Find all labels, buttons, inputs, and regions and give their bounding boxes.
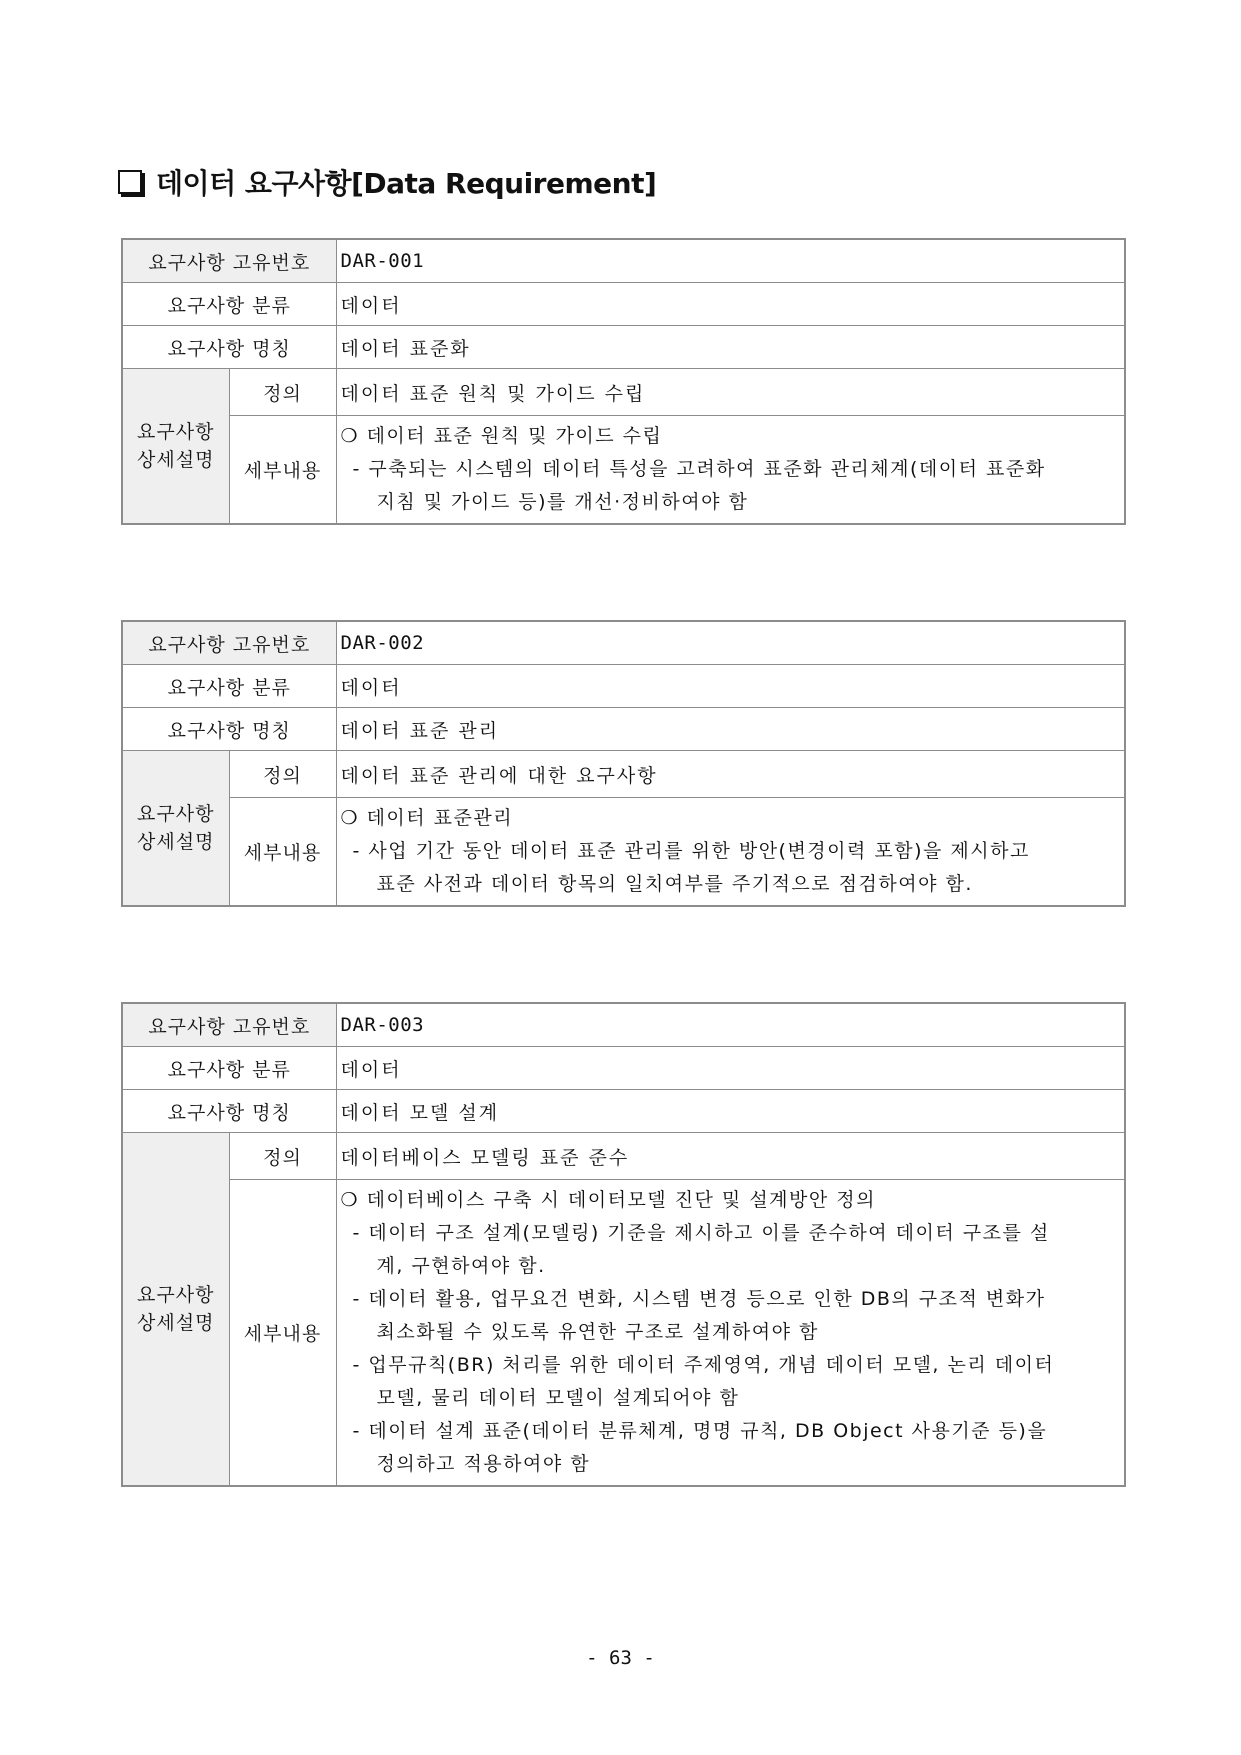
detail-line: 최소화될 수 있도록 유연한 구조로 설계하여야 함 bbox=[376, 1321, 819, 1343]
requirement-id: DAR-002 bbox=[336, 621, 1125, 665]
detail-line: - 사업 기간 동안 데이터 표준 관리를 위한 방안(변경이력 포함)을 제시하고 bbox=[352, 840, 1030, 862]
label-category: 요구사항 분류 bbox=[122, 1047, 336, 1090]
detail-line: - 구축되는 시스템의 데이터 특성을 고려하여 표준화 관리체계(데이터 표준화 bbox=[352, 458, 1046, 480]
checkbox-square-icon bbox=[118, 170, 142, 194]
section-heading bbox=[118, 160, 656, 204]
requirement-definition: 데이터베이스 모델링 표준 준수 bbox=[336, 1133, 1125, 1180]
requirement-detail bbox=[336, 1180, 1125, 1487]
requirement-detail bbox=[336, 416, 1125, 525]
detail-line: - 데이터 설계 표준(데이터 분류체계, 명명 규칙, DB Object 사용기준 등)을 bbox=[352, 1420, 1048, 1442]
label-id: 요구사항 고유번호 bbox=[122, 239, 336, 283]
label-category: 요구사항 분류 bbox=[122, 665, 336, 708]
label-detail: 세부내용 bbox=[229, 798, 336, 907]
detail-line: 모델, 물리 데이터 모델이 설계되어야 함 bbox=[376, 1387, 740, 1409]
label-detail: 세부내용 bbox=[229, 1180, 336, 1487]
detail-line: 지침 및 가이드 등)를 개선·정비하여야 함 bbox=[376, 491, 749, 513]
page-number: - 63 - bbox=[586, 1647, 655, 1669]
requirement-category: 데이터 bbox=[336, 1047, 1125, 1090]
requirement-name: 데이터 표준화 bbox=[336, 326, 1125, 369]
label-name: 요구사항 명칭 bbox=[122, 708, 336, 751]
label-definition: 정의 bbox=[229, 1133, 336, 1180]
label-detail: 세부내용 bbox=[229, 416, 336, 525]
label-detail-group: 요구사항 상세설명 bbox=[122, 369, 229, 525]
label-detail-group: 요구사항 상세설명 bbox=[122, 751, 229, 907]
requirement-name: 데이터 모델 설계 bbox=[336, 1090, 1125, 1133]
detail-line: 계, 구현하여야 함. bbox=[376, 1255, 546, 1277]
requirement-id: DAR-003 bbox=[336, 1003, 1125, 1047]
requirement-definition: 데이터 표준 관리에 대한 요구사항 bbox=[336, 751, 1125, 798]
requirement-category: 데이터 bbox=[336, 283, 1125, 326]
requirement-category: 데이터 bbox=[336, 665, 1125, 708]
detail-line: - 데이터 활용, 업무요건 변화, 시스템 변경 등으로 인한 DB의 구조적 변화가 bbox=[352, 1288, 1046, 1310]
label-id: 요구사항 고유번호 bbox=[122, 621, 336, 665]
label-detail-group: 요구사항 상세설명 bbox=[122, 1133, 229, 1487]
detail-line: ❍ 데이터베이스 구축 시 데이터모델 진단 및 설계방안 정의 bbox=[340, 1189, 876, 1211]
detail-line: - 업무규칙(BR) 처리를 위한 데이터 주제영역, 개념 데이터 모델, 논리 데이터 bbox=[352, 1354, 1055, 1376]
requirement-id: DAR-001 bbox=[336, 239, 1125, 283]
section-title: 데이터 요구사항[Data Requirement] bbox=[156, 167, 657, 200]
label-id: 요구사항 고유번호 bbox=[122, 1003, 336, 1047]
detail-line: ❍ 데이터 표준 원칙 및 가이드 수립 bbox=[340, 425, 663, 447]
detail-line: - 데이터 구조 설계(모델링) 기준을 제시하고 이를 준수하여 데이터 구조를 설 bbox=[352, 1222, 1050, 1244]
label-definition: 정의 bbox=[229, 369, 336, 416]
requirement-table bbox=[121, 1002, 1126, 1487]
label-category: 요구사항 분류 bbox=[122, 283, 336, 326]
label-definition: 정의 bbox=[229, 751, 336, 798]
requirement-detail bbox=[336, 798, 1125, 907]
detail-line: 정의하고 적용하여야 함 bbox=[376, 1453, 591, 1475]
label-name: 요구사항 명칭 bbox=[122, 1090, 336, 1133]
requirement-table bbox=[121, 238, 1126, 525]
requirement-name: 데이터 표준 관리 bbox=[336, 708, 1125, 751]
detail-line: ❍ 데이터 표준관리 bbox=[340, 807, 514, 829]
label-name: 요구사항 명칭 bbox=[122, 326, 336, 369]
requirement-definition: 데이터 표준 원칙 및 가이드 수립 bbox=[336, 369, 1125, 416]
requirement-table bbox=[121, 620, 1126, 907]
detail-line: 표준 사전과 데이터 항목의 일치여부를 주기적으로 점검하여야 함. bbox=[376, 873, 973, 895]
